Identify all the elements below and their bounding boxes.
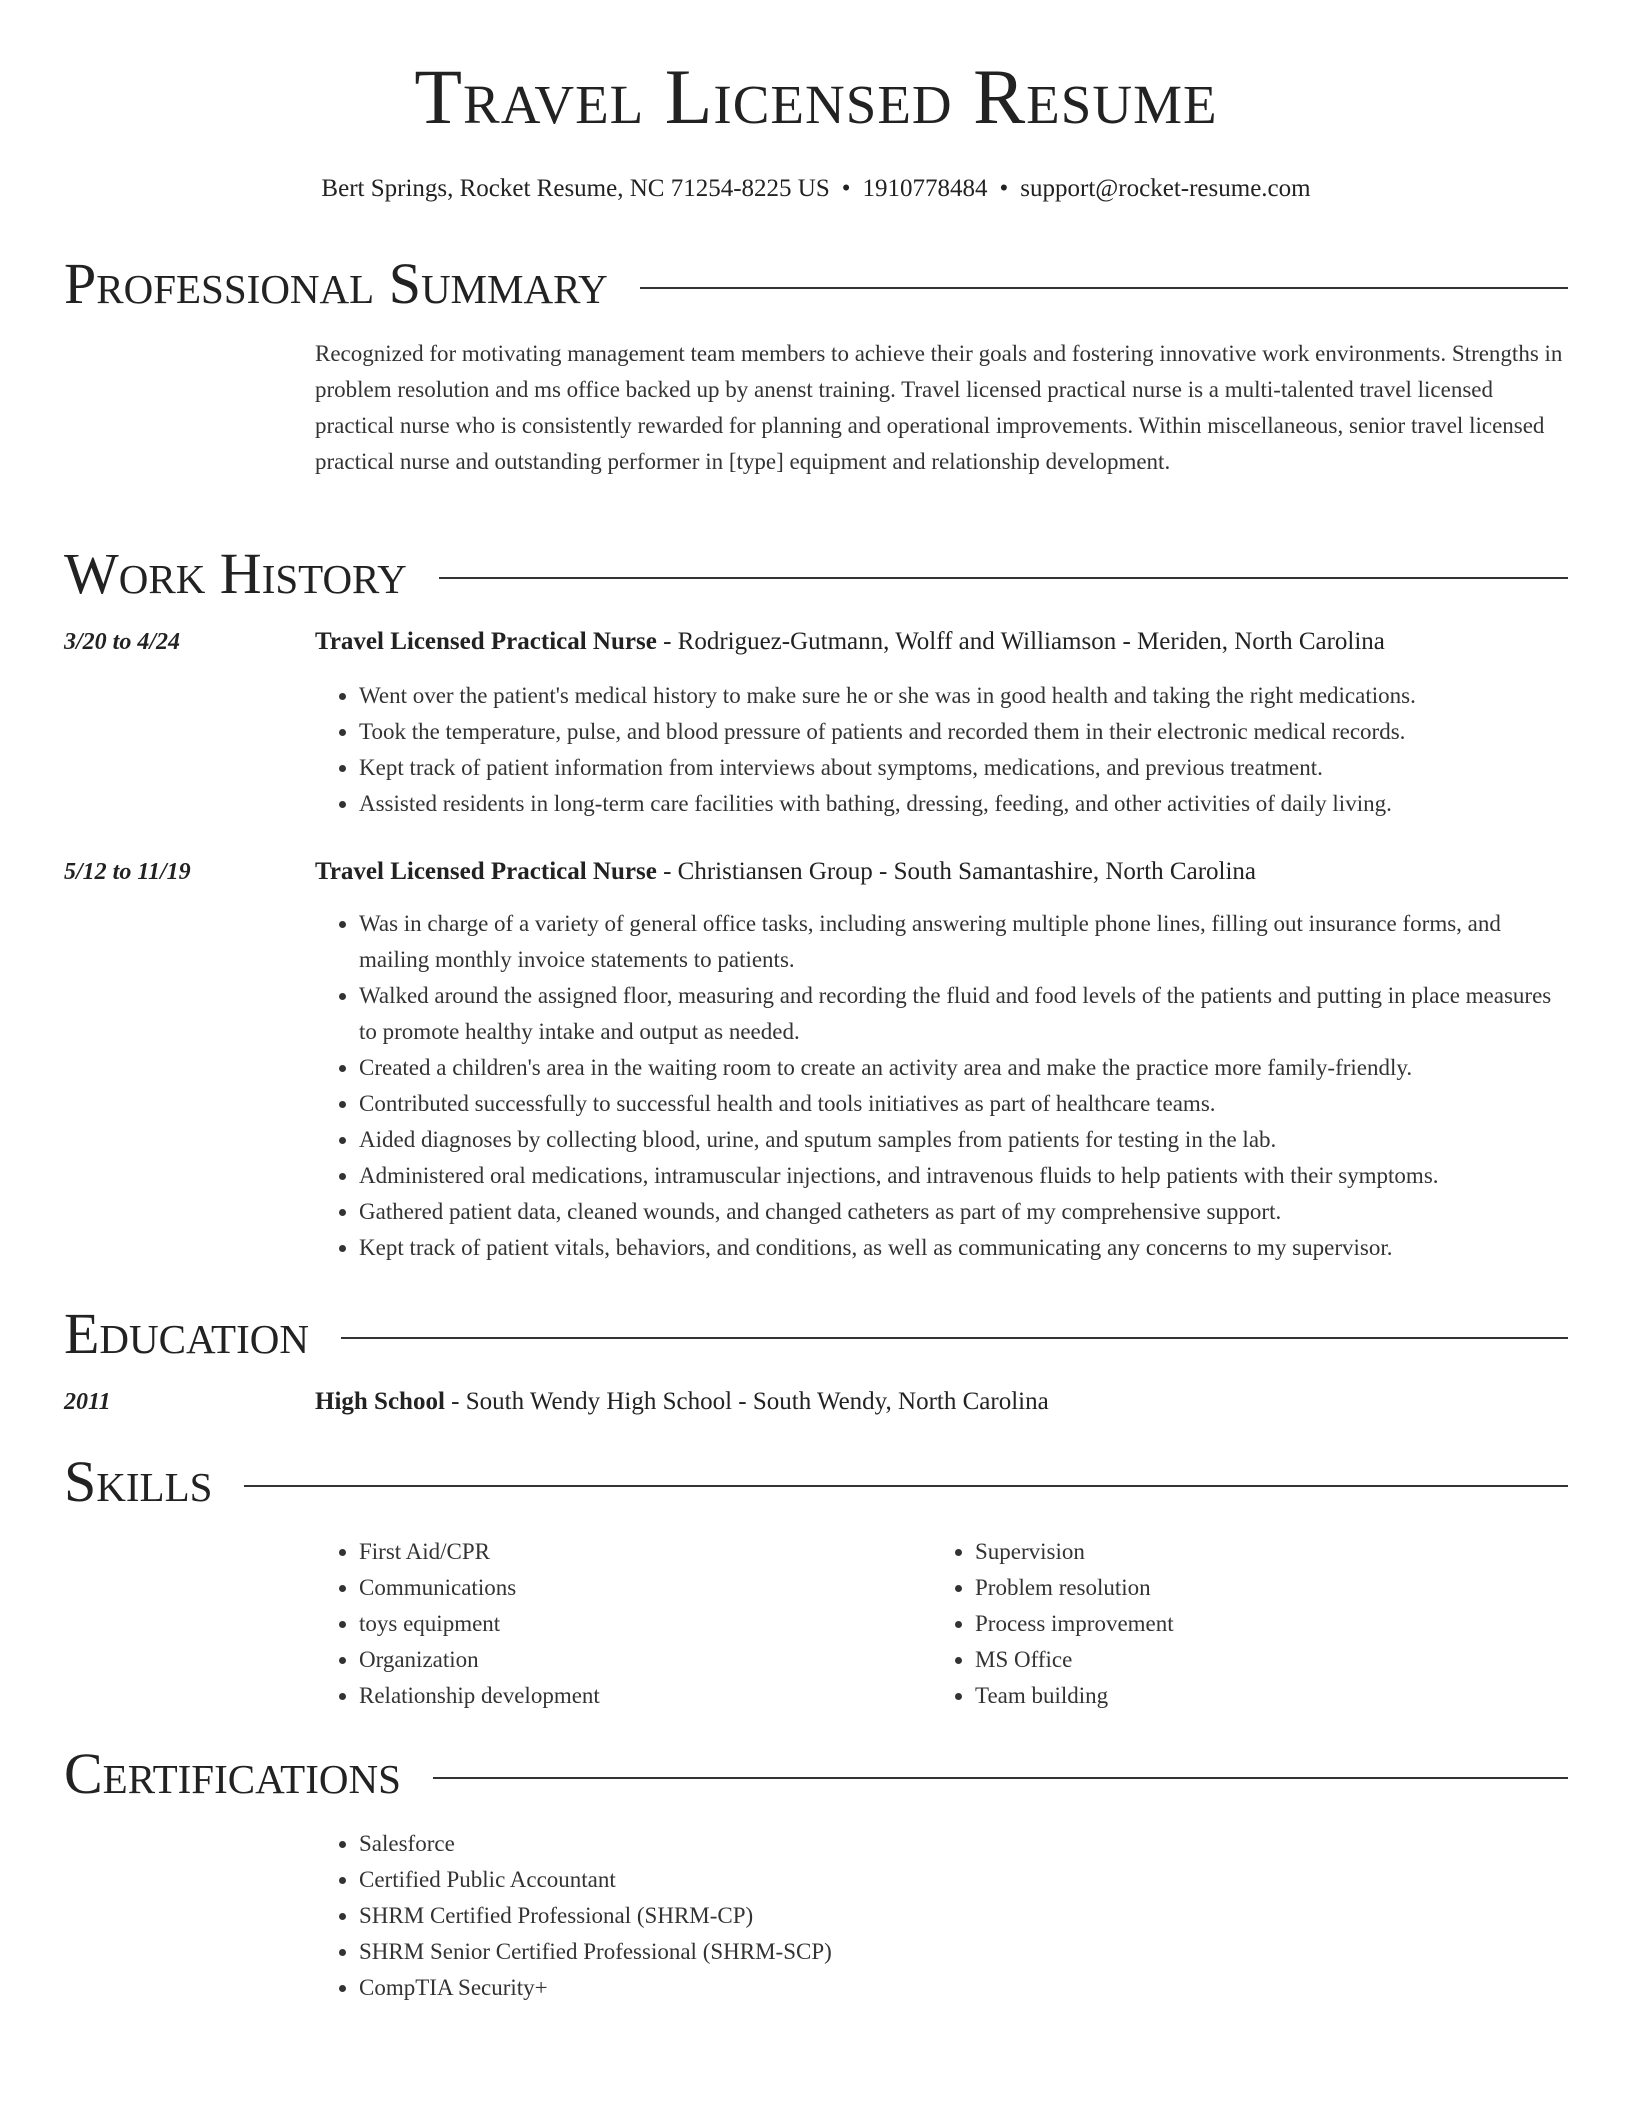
skills-column-left xyxy=(315,1534,931,1714)
resume-title: Travel Licensed Resume xyxy=(414,53,1218,140)
list-item: • Kept track of patient information from interviews about symptoms, medications, and previous treatment. xyxy=(359,750,1568,786)
contact-phone: 1910778484 xyxy=(862,175,988,202)
summary-section xyxy=(64,251,1568,480)
job-role: Travel Licensed Practical Nurse xyxy=(315,628,657,655)
education-school: - South Wendy High School - South Wendy, North Carolina xyxy=(444,1388,1049,1415)
education-year: 2011 xyxy=(64,1389,111,1415)
job-employer: - Rodriguez-Gutmann, Wolff and Williamson - Meriden, North Carolina xyxy=(656,628,1385,655)
list-item: • Gathered patient data, cleaned wounds, and changed catheters as part of my comprehensive support. xyxy=(359,1194,1568,1230)
skill-item: • MS Office xyxy=(975,1642,1547,1678)
work-history-section xyxy=(64,541,1568,1266)
skill-item: • Communications xyxy=(359,1570,931,1606)
skill-item: • toys equipment xyxy=(359,1606,931,1642)
certification-item: • SHRM Senior Certified Professional (SHRM-SCP) xyxy=(359,1934,1568,1970)
list-item: • Aided diagnoses by collecting blood, urine, and sputum samples from patients for testing in the lab. xyxy=(359,1122,1568,1158)
education-degree: High School xyxy=(315,1388,445,1415)
list-item: • Created a children's area in the waiting room to create an activity area and make the practice more family-friendly. xyxy=(359,1050,1568,1086)
skill-item: • Relationship development xyxy=(359,1678,931,1714)
contact-address: Bert Springs, Rocket Resume, NC 71254-8225 US xyxy=(321,175,830,202)
separator-dot: • xyxy=(841,175,851,202)
education-section xyxy=(64,1301,1568,1420)
list-item: • Kept track of patient vitals, behaviors, and conditions, as well as communicating any concerns to my supervisor. xyxy=(359,1230,1568,1266)
job-dates: 3/20 to 4/24 xyxy=(64,629,181,655)
section-heading xyxy=(64,1301,1568,1366)
list-item: • Walked around the assigned floor, measuring and recording the fluid and food levels of the patients and putting in place measures to promote healthy intake and output as needed. xyxy=(359,978,1568,1050)
list-item: • Assisted residents in long-term care facilities with bathing, dressing, feeding, and other activities of daily living. xyxy=(359,786,1568,822)
skill-item: • Supervision xyxy=(975,1534,1547,1570)
contact-line xyxy=(0,174,1632,204)
certification-item: • Certified Public Accountant xyxy=(359,1862,1568,1898)
list-item: • Contributed successfully to successful health and tools initiatives as part of healthcare teams. xyxy=(359,1086,1568,1122)
section-divider xyxy=(439,577,1568,579)
certification-item: • Salesforce xyxy=(359,1826,1568,1862)
section-divider xyxy=(341,1337,1568,1339)
certification-item: • SHRM Certified Professional (SHRM-CP) xyxy=(359,1898,1568,1934)
skill-item: • First Aid/CPR xyxy=(359,1534,931,1570)
contact-email: support@rocket-resume.com xyxy=(1020,175,1311,202)
skills-grid xyxy=(315,1534,1568,1714)
skills-section xyxy=(64,1449,1568,1714)
separator-dot: • xyxy=(999,175,1009,202)
job-employer: - Christiansen Group - South Samantashire, North Carolina xyxy=(656,858,1257,885)
section-heading xyxy=(64,1449,1568,1514)
job-heading xyxy=(315,624,1568,660)
skill-item: • Process improvement xyxy=(975,1606,1547,1642)
skill-item: • Organization xyxy=(359,1642,931,1678)
skill-item: • Problem resolution xyxy=(975,1570,1547,1606)
skill-item: • Team building xyxy=(975,1678,1547,1714)
certifications-list xyxy=(315,1826,1568,2006)
job-dates: 5/12 to 11/19 xyxy=(64,859,191,885)
section-title: Certifications xyxy=(64,1741,401,1806)
job-entry xyxy=(64,854,1568,1266)
section-title: Work History xyxy=(64,541,407,606)
list-item: • Went over the patient's medical history to make sure he or she was in good health and taking the right medications. xyxy=(359,678,1568,714)
job-entry xyxy=(64,624,1568,822)
certifications-section xyxy=(64,1741,1568,2006)
list-item: • Administered oral medications, intramuscular injections, and intravenous fluids to help patients with their symptoms. xyxy=(359,1158,1568,1194)
section-title: Skills xyxy=(64,1449,213,1514)
list-item: • Was in charge of a variety of general office tasks, including answering multiple phone lines, filling out insurance forms, and mailing monthly invoice statements to patients. xyxy=(359,906,1568,978)
section-divider xyxy=(433,1777,1568,1779)
job-bullets xyxy=(315,906,1568,1266)
section-divider xyxy=(244,1485,1568,1487)
certification-item: • CompTIA Security+ xyxy=(359,1970,1568,2006)
section-heading xyxy=(64,251,1568,316)
section-divider xyxy=(640,287,1568,289)
job-role: Travel Licensed Practical Nurse xyxy=(315,858,657,885)
list-item: • Took the temperature, pulse, and blood pressure of patients and recorded them in their electronic medical records. xyxy=(359,714,1568,750)
summary-text: Recognized for motivating management team members to achieve their goals and fostering innovative work environments. Strengths in problem resolution and ms office backed up by anenst training. Travel licensed practical nurse is a multi-talented travel licensed practical nurse who is consistently rewarded for planning and operational improvements. Within miscellaneous, senior travel licensed practical nurse and outstanding performer in [type] equipment and relationship development. xyxy=(315,341,1563,474)
job-bullets xyxy=(315,678,1568,822)
section-title: Education xyxy=(64,1301,309,1366)
section-heading xyxy=(64,541,1568,606)
education-heading xyxy=(315,1384,1568,1420)
section-heading xyxy=(64,1741,1568,1806)
skills-column-right xyxy=(931,1534,1547,1714)
section-title: Professional Summary xyxy=(64,251,608,316)
education-entry xyxy=(64,1384,1568,1420)
job-heading xyxy=(315,854,1568,890)
